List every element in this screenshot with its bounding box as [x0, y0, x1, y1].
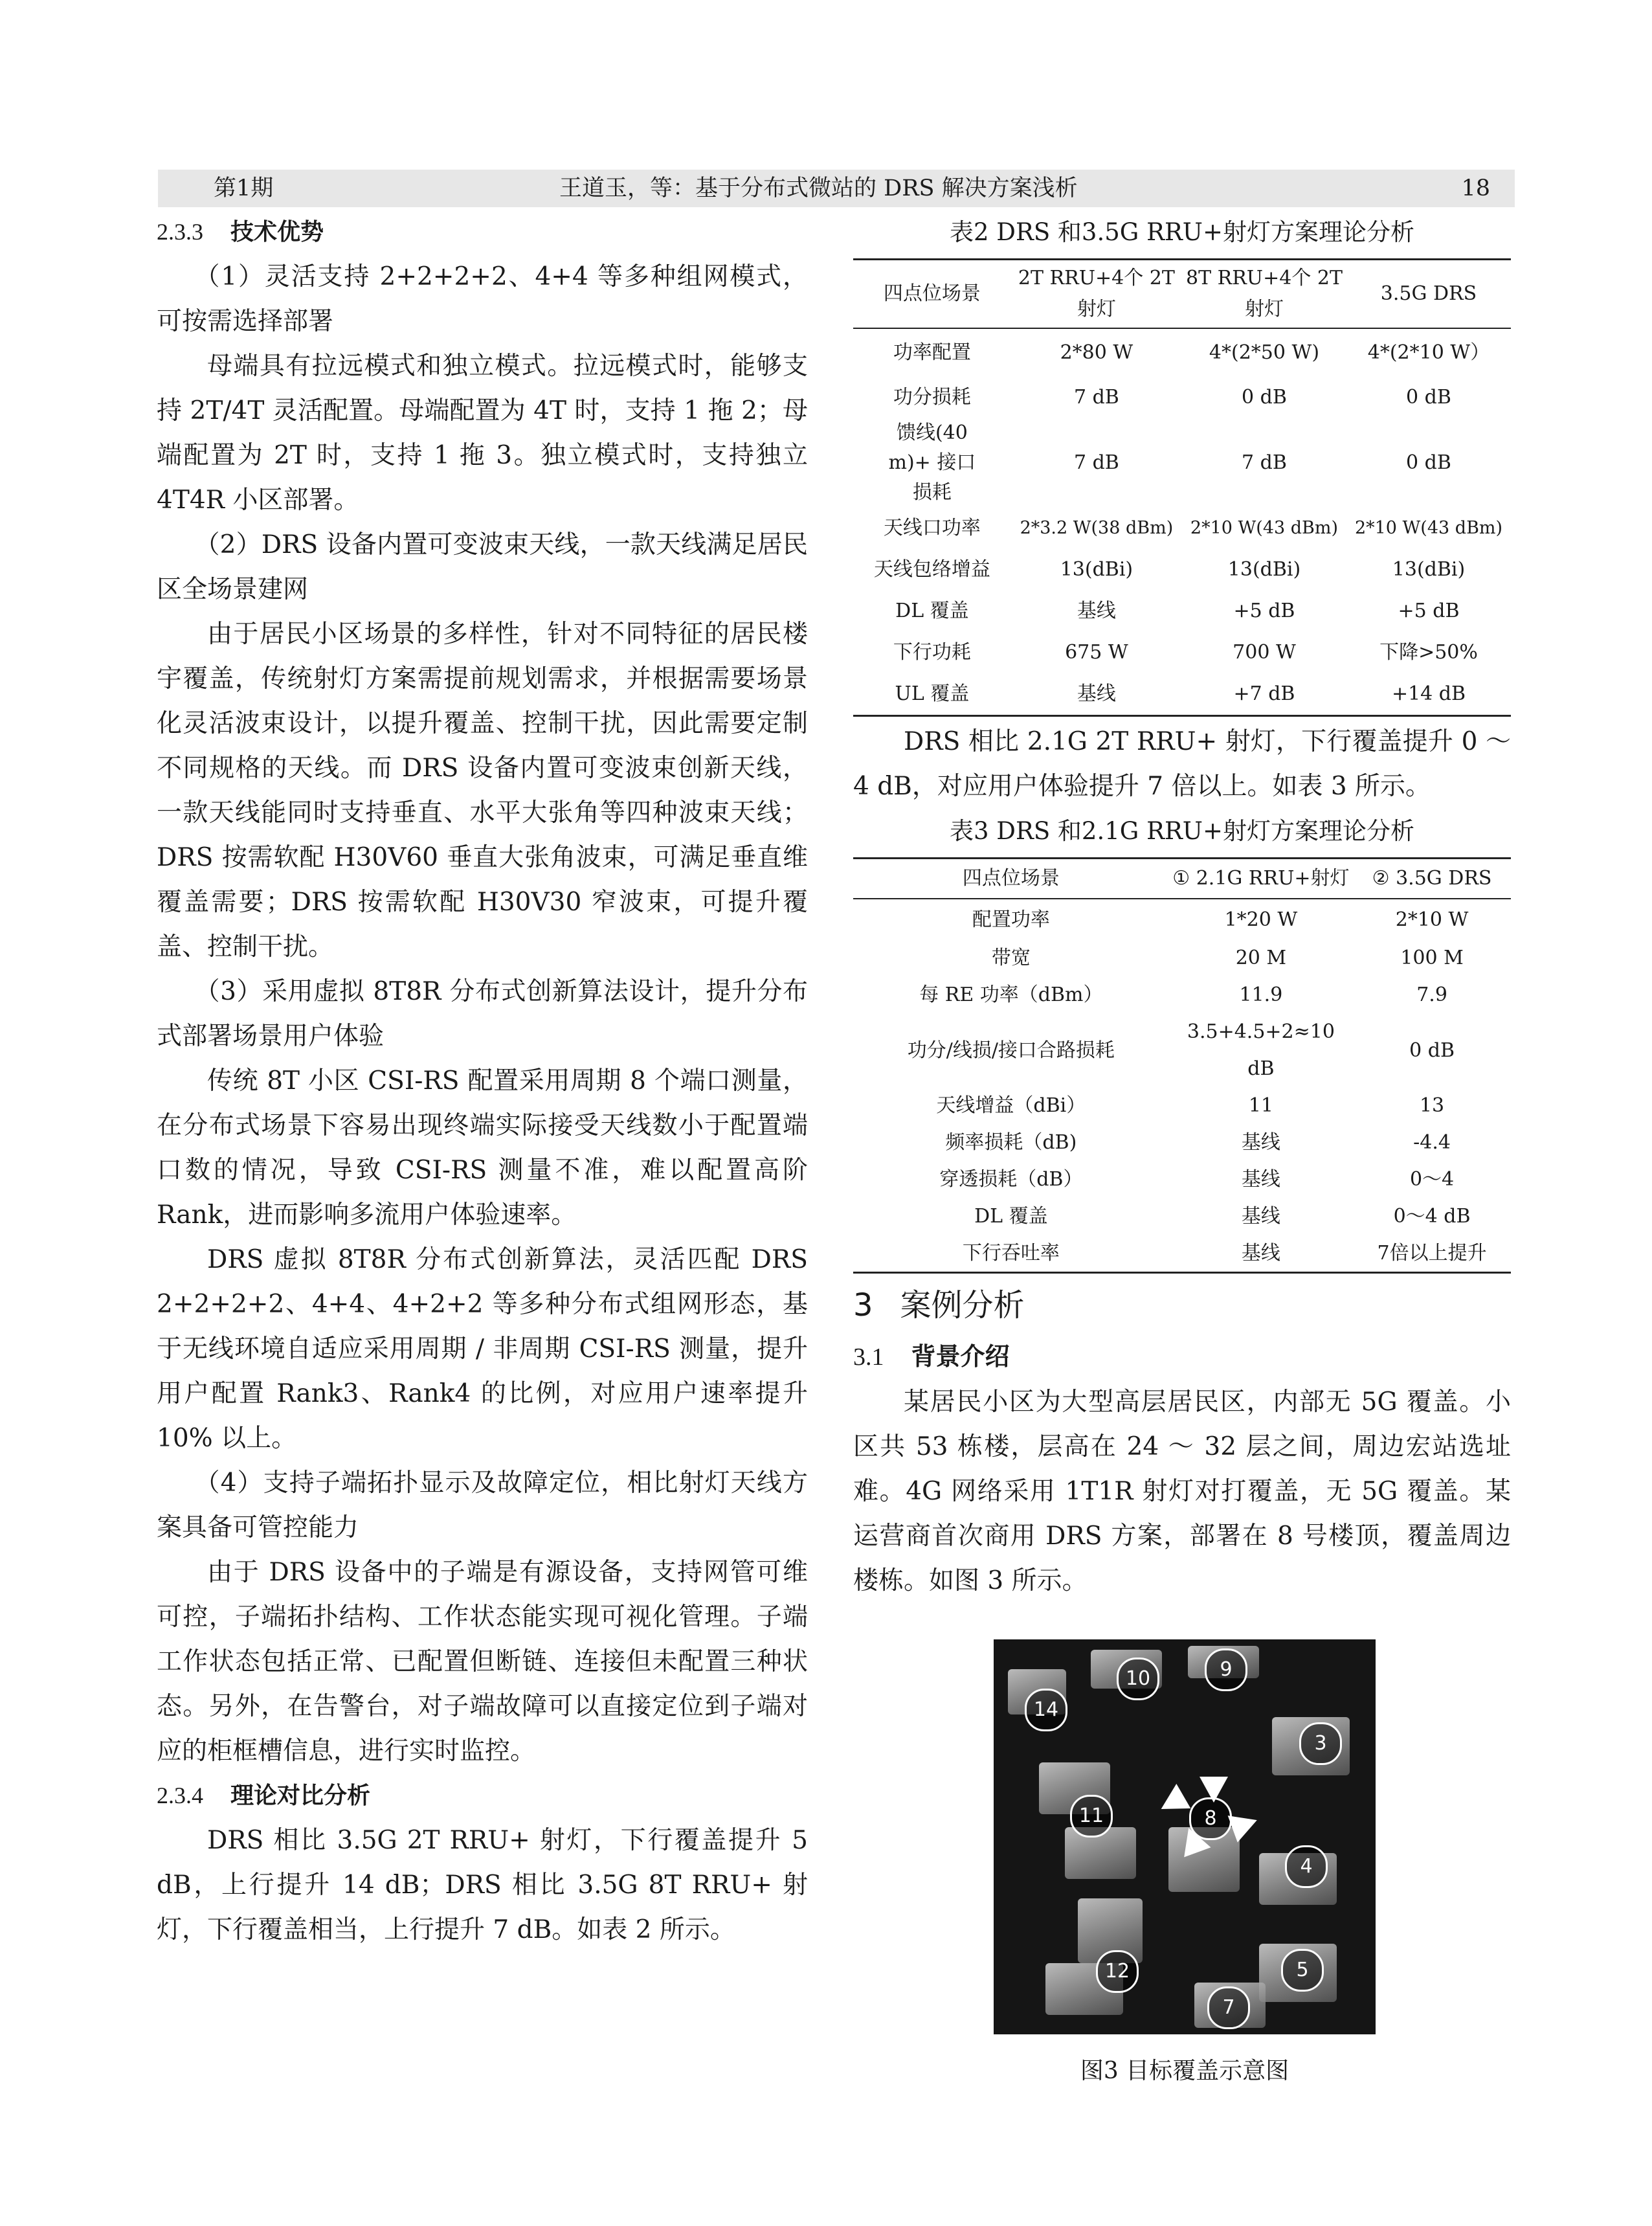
table-cell: 0 dB — [1406, 386, 1451, 409]
building-label: 8 — [1189, 1797, 1232, 1840]
table-cell: 0～4 dB — [1393, 1205, 1471, 1228]
building-label: 5 — [1281, 1949, 1324, 1992]
table-cell: 2*10 W(43 dBm) — [1354, 518, 1503, 538]
antenna-beam-icon — [1154, 1784, 1191, 1821]
table-row — [853, 508, 1511, 549]
paragraph: 母端具有拉远模式和独立模式。拉远模式时，能够支持 2T/4T 灵活配置。母端配置为 4T 时，支持 1 拖 2；母端配置为 2T 时，支持 1 拖 3。独立模式时，支持独立 4T4R 小区部署。 — [157, 352, 808, 515]
left-column — [157, 210, 808, 1952]
table-header-cell: 8T RRU+4个 2T射灯 — [1182, 260, 1346, 329]
table-cell: UL 覆盖 — [895, 682, 970, 705]
table-cell: 带宽 — [991, 947, 1031, 969]
table-cell: 每 RE 功率（dBm） — [919, 984, 1103, 1006]
table-header-row — [853, 260, 1511, 329]
table-cell: 2*3.2 W(38 dBm) — [1020, 518, 1174, 538]
table-row — [853, 328, 1511, 377]
paragraph: （1）灵活支持 2+2+2+2、4+4 等多种组网模式，可按需选择部署 — [157, 262, 808, 336]
table-cell: 穿透损耗（dB） — [939, 1168, 1083, 1191]
table-cell: 基线 — [1077, 600, 1116, 622]
table-cell: 7倍以上提升 — [1377, 1242, 1487, 1265]
table-cell: 基线 — [1241, 1242, 1280, 1265]
table-row — [853, 590, 1511, 632]
paragraph: （3）采用虚拟 8T8R 分布式创新算法设计，提升分布式部署场景用户体验 — [157, 977, 808, 1051]
table-row — [853, 673, 1511, 716]
section-heading-3-1 — [853, 1334, 1511, 1380]
table-cell: 100 M — [1400, 947, 1464, 969]
table-cell: 馈线(40 m)+ 接口损耗 — [888, 422, 976, 504]
table-header-cell: ① 2.1G RRU+射灯 — [1169, 859, 1353, 899]
table-cell: 675 W — [1065, 641, 1128, 664]
table-cell: 0 dB — [1406, 451, 1451, 474]
table-cell: 基线 — [1241, 1205, 1280, 1228]
table-cell: 下降>50% — [1379, 641, 1478, 664]
table-cell: +5 dB — [1398, 600, 1460, 622]
table-cell: 天线增益（dBi） — [936, 1094, 1086, 1117]
paragraph: 某居民小区为大型高层居民区，内部无 5G 覆盖。小区共 53 栋楼，层高在 24 ～ 32 层之间，周边宏站选址难。4G 网络采用 1T1R 射灯对打覆盖，无 5G 覆盖。某运营商首次商用 DRS 方案，部署在 8 号楼顶，覆盖周边楼栋。如图 3 所示。 — [853, 1388, 1511, 1595]
table-cell: 700 W — [1233, 641, 1296, 664]
table-cell: 基线 — [1241, 1131, 1280, 1154]
section-number: 2.3.4 — [157, 1782, 203, 1808]
table-2 — [853, 258, 1511, 717]
table-row — [853, 632, 1511, 673]
table-row — [853, 377, 1511, 418]
table-cell: 下行吞吐率 — [962, 1242, 1060, 1265]
table-cell: 2*10 W(43 dBm) — [1190, 518, 1339, 538]
figure-3-aerial-photo — [994, 1639, 1376, 2034]
table-cell: 2*80 W — [1060, 341, 1133, 364]
figure-3-caption: 图3 目标覆盖示意图 — [1080, 2058, 1289, 2084]
table-row — [853, 1161, 1511, 1198]
table-cell: 天线口功率 — [883, 517, 981, 539]
table-cell: 配置功率 — [972, 908, 1050, 931]
table-row — [853, 549, 1511, 590]
table-cell: 功率配置 — [893, 341, 971, 364]
table-cell: 11.9 — [1239, 984, 1283, 1006]
table-cell: 基线 — [1077, 682, 1116, 705]
section-title: 背景介绍 — [911, 1342, 1010, 1371]
table-cell: 13 — [1419, 1094, 1445, 1117]
table-cell: 3.5+4.5+2≈10 dB — [1187, 1020, 1335, 1080]
table-cell: 4*(2*10 W） — [1367, 341, 1490, 364]
right-column — [853, 210, 1511, 1603]
table-cell: 0 dB — [1409, 1039, 1455, 1062]
issue-number: 第1期 — [214, 175, 274, 201]
building-label: 9 — [1205, 1648, 1247, 1691]
table-row — [853, 899, 1511, 939]
building-label: 12 — [1096, 1950, 1139, 1993]
paragraph: 由于 DRS 设备中的子端是有源设备，支持网管可维可控，子端拓扑结构、工作状态能实现可视化管理。子端工作状态包括正常、已配置但断链、连接但未配置三种状态。另外，在告警台，对子端故障可以直接定位到子端对应的柜框槽信息，进行实时监控。 — [157, 1558, 808, 1766]
table-header-cell: 四点位场景 — [853, 859, 1169, 899]
table-cell: 功分损耗 — [893, 386, 971, 409]
table-cell: DL 覆盖 — [974, 1205, 1048, 1228]
table-cell: 13(dBi) — [1227, 558, 1301, 581]
table-cell: 2*10 W — [1395, 908, 1469, 931]
section-number: 2.3.3 — [157, 219, 203, 245]
section-title: 理论对比分析 — [230, 1782, 371, 1809]
section-heading-2-3-3 — [157, 210, 808, 254]
table-cell: 7.9 — [1416, 984, 1447, 1006]
table-cell: 4*(2*50 W) — [1209, 341, 1320, 364]
section-heading-3 — [853, 1280, 1511, 1331]
section-title: 案例分析 — [900, 1287, 1025, 1323]
paragraph: （2）DRS 设备内置可变波束天线，一款天线满足居民区全场景建网 — [157, 530, 808, 604]
table-header-cell: 2T RRU+4个 2T射灯 — [1011, 260, 1182, 329]
table-cell: 基线 — [1241, 1168, 1280, 1191]
paragraph: （4）支持子端拓扑显示及故障定位，相比射灯天线方案具备可管控能力 — [157, 1468, 808, 1542]
running-header — [158, 170, 1515, 207]
table-cell: 下行功耗 — [893, 641, 971, 664]
antenna-beam-icon — [1200, 1777, 1228, 1803]
table-cell: 7 dB — [1073, 451, 1119, 474]
table-cell: +14 dB — [1391, 682, 1466, 705]
building-label: 3 — [1299, 1722, 1342, 1765]
table-2-caption: 表2 DRS 和3.5G RRU+射灯方案理论分析 — [950, 218, 1414, 246]
building-label: 11 — [1070, 1795, 1113, 1838]
paragraph: DRS 相比 3.5G 2T RRU+ 射灯，下行覆盖提升 5 dB，上行提升 14 dB；DRS 相比 3.5G 8T RRU+ 射灯，下行覆盖相当，上行提升 7 dB。如表 2 所示。 — [157, 1826, 808, 1944]
table-cell: 功分/线损/接口合路损耗 — [907, 1039, 1115, 1062]
table-cell: -4.4 — [1413, 1131, 1451, 1154]
table-cell: 天线包络增益 — [873, 558, 990, 581]
table-cell: DL 覆盖 — [895, 600, 969, 622]
table-row — [853, 418, 1511, 508]
table-cell: 13(dBi) — [1392, 558, 1466, 581]
table-row — [853, 939, 1511, 976]
section-number: 3.1 — [853, 1343, 884, 1371]
building-label: 10 — [1117, 1658, 1159, 1700]
section-number: 3 — [853, 1287, 873, 1323]
paragraph: 由于居民小区场景的多样性，针对不同特征的居民楼宇覆盖，传统射灯方案需提前规划需求，并根据需要场景化灵活波束设计，以提升覆盖、控制干扰，因此需要定制不同规格的天线。而 DRS 设备内置可变波束创新天线，一款天线能同时支持垂直、水平大张角等四种波束天线；DRS 按需软配 H30V60 垂直大张角波束，可满足垂直维覆盖需要；DRS 按需软配 H30V30 窄波束，可提升覆盖、控制干扰。 — [157, 620, 809, 961]
table-cell: 13(dBi) — [1060, 558, 1133, 581]
table-cell: 7 dB — [1242, 451, 1287, 474]
table-row — [853, 1087, 1511, 1124]
table-header-cell: ② 3.5G DRS — [1353, 859, 1511, 899]
table-cell: 1*20 W — [1224, 908, 1298, 931]
table-header-row — [853, 859, 1511, 899]
building-label: 14 — [1025, 1689, 1067, 1731]
section-heading-2-3-4 — [157, 1773, 808, 1818]
table-cell: +7 dB — [1233, 682, 1295, 705]
page-number: 18 — [1461, 175, 1490, 201]
table-cell: +5 dB — [1233, 600, 1295, 622]
table-header-cell: 3.5G DRS — [1346, 260, 1511, 329]
building-label: 4 — [1285, 1845, 1328, 1888]
paragraph: 传统 8T 小区 CSI-RS 配置采用周期 8 个端口测量，在分布式场景下容易出现终端实际接受天线数小于配置端口数的情况，导致 CSI-RS 测量不准，难以配置高阶 Rank，进而影响多流用户体验速率。 — [157, 1066, 808, 1230]
table-row — [853, 976, 1511, 1013]
paragraph: DRS 相比 2.1G 2T RRU+ 射灯，下行覆盖提升 0 ～ 4 dB，对应用户体验提升 7 倍以上。如表 3 所示。 — [853, 727, 1511, 801]
table-header-cell: 四点位场景 — [853, 260, 1011, 329]
building-label: 7 — [1207, 1986, 1250, 2029]
table-3-caption: 表3 DRS 和2.1G RRU+射灯方案理论分析 — [950, 817, 1414, 845]
running-title: 王道玉，等：基于分布式微站的 DRS 解决方案浅析 — [559, 175, 1078, 201]
table-cell: 频率损耗（dB) — [945, 1131, 1077, 1154]
section-title: 技术优势 — [230, 219, 324, 245]
table-cell: 11 — [1248, 1094, 1273, 1117]
table-row — [853, 1124, 1511, 1161]
table-row — [853, 1235, 1511, 1273]
table-cell: 0 dB — [1242, 386, 1287, 409]
paragraph: DRS 虚拟 8T8R 分布式创新算法，灵活匹配 DRS 2+2+2+2、4+4、4+2+2 等多种分布式组网形态，基于无线环境自适应采用周期 / 非周期 CSI-RS 测量，提升用户配置 Rank3、Rank4 的比例，对应用户速率提升 10% 以上。 — [157, 1245, 808, 1453]
table-cell: 20 M — [1235, 947, 1287, 969]
table-3 — [853, 857, 1511, 1274]
table-row — [853, 1198, 1511, 1235]
table-row — [853, 1013, 1511, 1087]
table-cell: 0～4 — [1409, 1168, 1455, 1191]
table-cell: 7 dB — [1073, 386, 1119, 409]
